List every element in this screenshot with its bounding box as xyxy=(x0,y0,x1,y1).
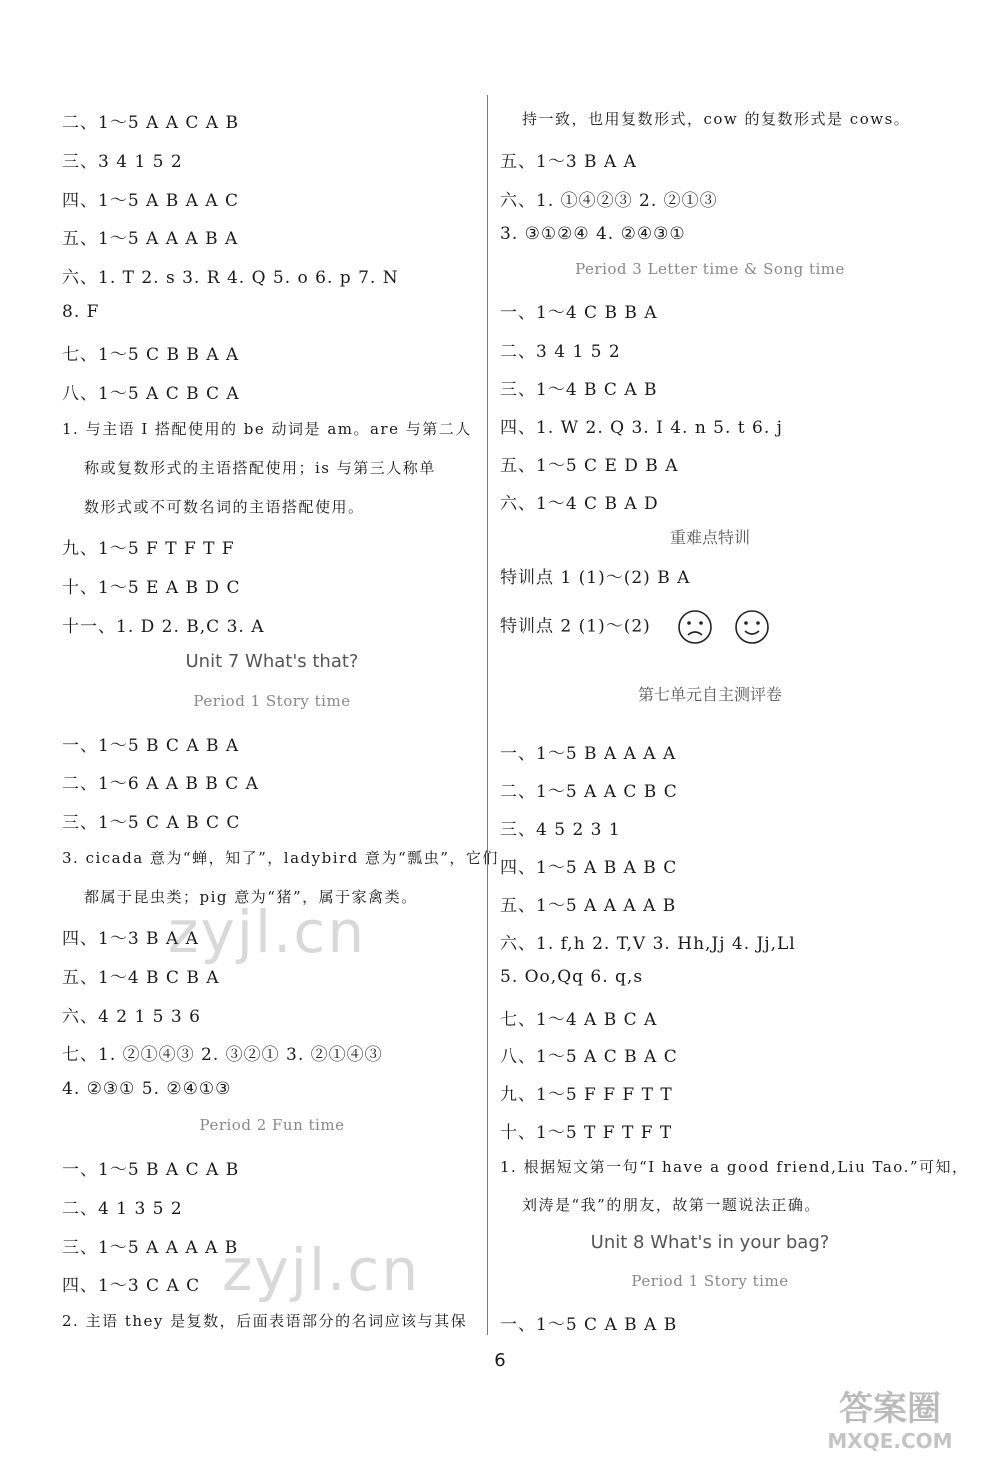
explanation-note: 3. cicada 意为“蝉，知了”，ladybird 意为“瓢虫”，它们 xyxy=(62,849,499,867)
answer-line: 十一、1. D 2. B,C 3. A xyxy=(62,617,265,637)
sad-face-icon xyxy=(677,609,713,645)
answer-line: 五、1～3 B A A xyxy=(500,152,637,172)
answer-line: 一、1～5 C A B A B xyxy=(500,1315,678,1335)
explanation-note: 1. 与主语 I 搭配使用的 be 动词是 am。are 与第二人 xyxy=(62,420,472,438)
answer-line: 四、1～3 B A A xyxy=(62,929,199,949)
answer-line: 5. Oo,Qq 6. q,s xyxy=(500,967,644,987)
period-title: Period 2 Fun time xyxy=(199,1116,345,1134)
answer-line: 八、1～5 A C B C A xyxy=(62,384,240,404)
watermark: zyjl.cn xyxy=(168,898,367,966)
answer-line: 一、1～5 B C A B A xyxy=(62,736,240,756)
answer-line: 六、4 2 1 5 3 6 xyxy=(62,1007,201,1027)
answer-line-with-faces xyxy=(500,609,784,645)
answer-line: 八、1～5 A C B A C xyxy=(500,1047,678,1067)
answer-line: 8. F xyxy=(62,302,100,322)
page-number: 6 xyxy=(494,1350,506,1371)
section-title: 重难点特训 xyxy=(669,528,750,547)
answer-line: 特训点 1 (1)～(2) B A xyxy=(500,568,691,588)
answer-line: 二、4 1 3 5 2 xyxy=(62,1199,183,1219)
watermark: zyjl.cn xyxy=(222,1236,421,1304)
answer-line: 六、1. ①④②③ 2. ②①③ xyxy=(500,191,718,211)
answer-line: 九、1～5 F F F T T xyxy=(500,1085,673,1105)
answer-line: 五、1～5 A A A A B xyxy=(500,896,677,916)
answer-line: 3. ③①②④ 4. ②④③① xyxy=(500,224,686,244)
answer-line: 五、1～5 A A A B A xyxy=(62,229,239,249)
answer-line: 一、1～5 B A C A B xyxy=(62,1160,240,1180)
unit-title: Unit 8 What's in your bag? xyxy=(590,1232,830,1253)
logo-url: MXQE.COM xyxy=(827,1429,953,1453)
explanation-note: 持一致，也用复数形式，cow 的复数形式是 cows。 xyxy=(522,110,911,128)
explanation-note: 都属于昆虫类；pig 意为“猪”，属于家禽类。 xyxy=(84,888,418,906)
unit-title: Unit 7 What's that? xyxy=(185,651,359,672)
answer-line: 三、4 5 2 3 1 xyxy=(500,820,621,840)
explanation-note: 1. 根据短文第一句“I have a good friend,Liu Tao.”可知， xyxy=(500,1158,969,1176)
answer-line: 四、1～5 A B A B C xyxy=(500,858,678,878)
site-logo xyxy=(800,1376,980,1454)
answer-line: 二、3 4 1 5 2 xyxy=(500,342,621,362)
period-title: Period 1 Story time xyxy=(631,1272,789,1290)
answer-line: 五、1～4 B C B A xyxy=(62,968,220,988)
answer-line: 六、1. f,h 2. T,V 3. Hh,Jj 4. Jj,Ll xyxy=(500,934,796,954)
logo-text: 答案圈 xyxy=(839,1389,941,1429)
answer-line: 三、1～4 B C A B xyxy=(500,380,658,400)
happy-face-icon xyxy=(734,609,770,645)
answer-line: 十、1～5 T F T F T xyxy=(500,1123,673,1143)
explanation-note: 称或复数形式的主语搭配使用；is 与第三人称单 xyxy=(84,459,436,477)
answer-line: 六、1～4 C B A D xyxy=(500,494,659,514)
answer-line: 七、1～4 A B C A xyxy=(500,1010,658,1030)
answer-line: 二、1～5 A A C A B xyxy=(62,113,239,133)
face-answers xyxy=(677,609,783,645)
answer-line: 六、1. T 2. s 3. R 4. Q 5. o 6. p 7. N xyxy=(62,268,399,288)
period-title: Period 3 Letter time & Song time xyxy=(575,260,845,278)
answer-line: 二、1～5 A A C B C xyxy=(500,782,678,802)
answer-line: 三、3 4 1 5 2 xyxy=(62,152,183,172)
answer-line: 十、1～5 E A B D C xyxy=(62,578,241,598)
answer-line: 一、1～5 B A A A A xyxy=(500,744,677,764)
answer-line: 七、1～5 C B B A A xyxy=(62,345,240,365)
explanation-note: 刘涛是“我”的朋友，故第一题说法正确。 xyxy=(522,1196,821,1214)
answer-line: 三、1～5 A A A A B xyxy=(62,1238,239,1258)
answer-line: 三、1～5 C A B C C xyxy=(62,813,241,833)
answer-line: 五、1～5 C E D B A xyxy=(500,456,679,476)
column-divider xyxy=(487,95,488,1335)
answer-line: 一、1～4 C B B A xyxy=(500,303,658,323)
answer-line: 四、1～3 C A C xyxy=(62,1276,201,1296)
answer-line: 七、1. ②①④③ 2. ③②① 3. ②①④③ xyxy=(62,1045,383,1065)
answer-line: 九、1～5 F T F T F xyxy=(62,539,235,559)
answer-line: 四、1～5 A B A A C xyxy=(62,191,239,211)
period-title: Period 1 Story time xyxy=(193,692,351,710)
section-title: 第七单元自主测评卷 xyxy=(637,685,782,704)
explanation-note: 2. 主语 they 是复数，后面表语部分的名词应该与其保 xyxy=(62,1312,468,1330)
answer-text: 特训点 2 (1)～(2) xyxy=(500,616,651,637)
answer-line: 二、1～6 A A B B C A xyxy=(62,774,259,794)
answer-line: 四、1. W 2. Q 3. I 4. n 5. t 6. j xyxy=(500,418,783,438)
explanation-note: 数形式或不可数名词的主语搭配使用。 xyxy=(84,498,365,516)
answer-line: 4. ②③① 5. ②④①③ xyxy=(62,1079,232,1099)
